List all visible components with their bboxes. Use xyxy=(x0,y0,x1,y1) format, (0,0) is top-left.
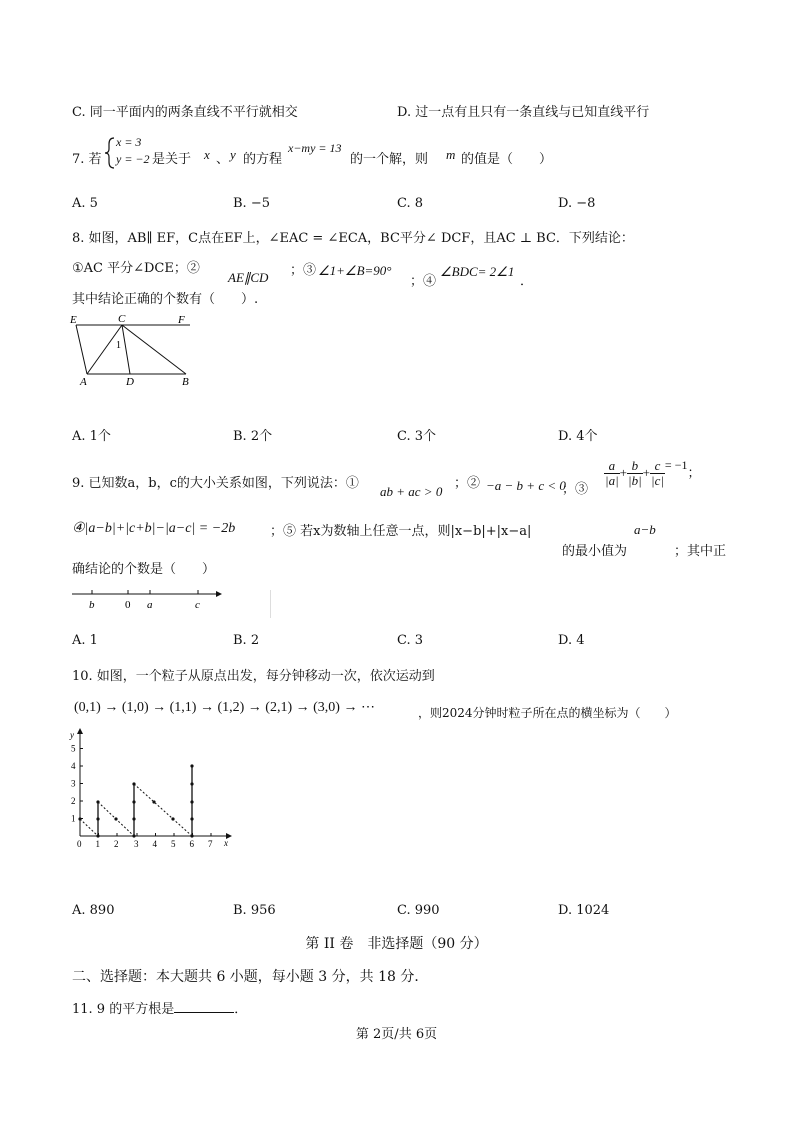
q11 xyxy=(72,998,247,1017)
x-tick-label: 3 xyxy=(134,839,139,849)
q10-option-c: C. 990 xyxy=(397,903,440,918)
part2-heading: 二、选择题：本大题共 6 小题，每小题 3 分，共 18 分． xyxy=(72,969,429,985)
q9-min-value-text: 的最小值为 xyxy=(562,544,628,559)
q9-min-value-expr: a−b xyxy=(634,522,656,537)
label-a: A xyxy=(80,376,87,388)
q8-sep-4: ；④ xyxy=(410,274,437,289)
q7-brace xyxy=(104,136,116,170)
q7-option-d: D. −8 xyxy=(558,196,596,211)
q7-system-bottom: y = −2 xyxy=(116,152,150,166)
q7-system-top: x = 3 xyxy=(116,135,142,149)
x-tick-label: 6 xyxy=(189,839,194,849)
q6-option-c: C. 同一平面内的两条直线不平行就相交 xyxy=(72,105,298,120)
q7-text2: 的方程 xyxy=(243,152,283,167)
q8-option-c: C. 3个 xyxy=(397,429,437,444)
q9-option-a: A. 1 xyxy=(72,633,98,648)
q10-option-b: B. 956 xyxy=(233,903,276,918)
label-c: C xyxy=(118,313,126,325)
y-tick-label: 5 xyxy=(71,743,76,754)
y-tick-label: 4 xyxy=(71,761,76,771)
q7-sep: 、 xyxy=(216,152,230,167)
q7-text1: 是关于 xyxy=(152,152,192,167)
q7-var-m: m xyxy=(446,147,456,162)
q9-statement-2: −a − b + c < 0 xyxy=(486,478,566,493)
frac-b: $\frac{b}{|b|}$ xyxy=(628,458,642,488)
frac-a: $\frac{a}{|a|}$ xyxy=(605,458,619,488)
q11-answer-blank xyxy=(174,1000,234,1013)
q9-question: 确结论的个数是（ ） xyxy=(72,562,216,577)
x-tick-label: 2 xyxy=(114,839,119,849)
q8-conclusion-4: ∠BDC= 2∠1 xyxy=(440,264,515,279)
q7-option-c: C. 8 xyxy=(397,196,424,211)
axis-label-c: c xyxy=(195,599,200,611)
q8-option-d: D. 4个 xyxy=(558,429,598,444)
label-d: D xyxy=(126,376,134,388)
q8-option-a: A. 1个 xyxy=(72,429,111,444)
x-tick-label: 7 xyxy=(208,839,213,849)
q9-line2-end: ；其中正 xyxy=(674,544,727,559)
frac-c: $\frac{c}{|c|}$ xyxy=(651,458,664,488)
q9-statement-3: $\frac{a}{|a|}$ + $\frac{b}{|b|}$ + $\frac{c}{|c|}$ = −1； xyxy=(605,458,701,488)
q9-number-line xyxy=(66,584,226,614)
q8-line1: 8. 如图，AB∥ EF，C点在EF上，∠EAC = ∠ECA，BC平分∠ DCF，且AC ⊥ BC．下列结论： xyxy=(72,231,634,246)
y-tick-label: 2 xyxy=(71,796,76,806)
q9-statement-1: ab + ac > 0 xyxy=(380,484,443,499)
x-tick-label: 1 xyxy=(95,839,100,849)
q9-statement-5: ；⑤ 若x为数轴上任意一点，则|x−b|+|x−a| xyxy=(270,524,532,539)
axis-label-a: a xyxy=(147,599,153,611)
q11-text: 11. 9 的平方根是 xyxy=(72,1002,175,1017)
q7-text3: 的一个解，则 xyxy=(350,152,429,167)
q9-option-d: D. 4 xyxy=(558,633,585,648)
q8-conclusion-1: ①AC 平分∠DCE；② xyxy=(72,261,200,276)
graph-x-label: x xyxy=(224,838,228,848)
x-tick-label: 4 xyxy=(152,839,157,849)
q7-equation: x−my = 13 xyxy=(288,141,342,155)
axis-label-b: b xyxy=(89,599,95,611)
q8-sep-3: ；③ xyxy=(290,263,317,278)
q9-option-b: B. 2 xyxy=(233,633,260,648)
axis-label-0: 0 xyxy=(125,599,131,611)
q9-statement-4: ④|a−b|+|c+b|−|a−c| = −2b xyxy=(72,521,236,536)
x-tick-label: 5 xyxy=(171,839,176,849)
y-tick-label: 1 xyxy=(71,813,76,824)
label-b: B xyxy=(182,376,189,388)
label-e: E xyxy=(70,314,77,326)
q9-line1: 9. 已知数a，b，c的大小关系如图，下列说法：① xyxy=(72,476,359,491)
q6-option-d: D. 过一点有且只有一条直线与已知直线平行 xyxy=(397,105,650,120)
divider xyxy=(270,590,271,618)
q8-end: ． xyxy=(520,274,534,289)
q9-option-c: C. 3 xyxy=(397,633,424,648)
q7-var-x: x xyxy=(204,147,210,162)
q10-line1: 10. 如图，一个粒子从原点出发，每分钟移动一次，依次运动到 xyxy=(72,669,435,684)
y-tick-label: 3 xyxy=(71,778,76,789)
q10-sequence: (0,1) → (1,0) → (1,1) → (1,2) → (2,1) → (3,0) → ⋯ xyxy=(74,700,375,715)
section-title: 第 II 卷 非选择题（90 分） xyxy=(305,936,488,952)
page-number: 第 2页/共 6页 xyxy=(355,1027,438,1042)
q10-graph xyxy=(66,728,236,852)
q8-conclusion-2: AE∥CD xyxy=(228,270,269,285)
q11-end: ． xyxy=(234,1002,248,1017)
q10-option-d: D. 1024 xyxy=(558,903,610,918)
label-f: F xyxy=(178,314,185,326)
x-tick-label: 0 xyxy=(77,839,82,849)
q10-option-a: A. 890 xyxy=(72,903,115,918)
q8-conclusion-3: ∠1+∠B=90° xyxy=(318,263,392,278)
q9-sep-2: ；② xyxy=(454,476,481,491)
q7-option-b: B. −5 xyxy=(233,196,270,211)
graph-y-label: y xyxy=(70,730,74,740)
label-angle-1: 1 xyxy=(116,340,121,351)
q7-var-y: y xyxy=(230,147,236,162)
q7-option-a: A. 5 xyxy=(72,196,98,211)
q10-line2-tail: ，则2024分钟时粒子所在点的横坐标为（ ） xyxy=(418,706,677,720)
q8-question: 其中结论正确的个数有（ ）. xyxy=(72,292,259,307)
q7-text4: 的值是（ ） xyxy=(461,152,553,167)
q8-geometry-figure xyxy=(66,310,201,390)
q8-option-b: B. 2个 xyxy=(233,429,273,444)
q7-number: 7. 若 xyxy=(72,152,102,167)
q9-sep-3: ；③ xyxy=(562,482,589,497)
